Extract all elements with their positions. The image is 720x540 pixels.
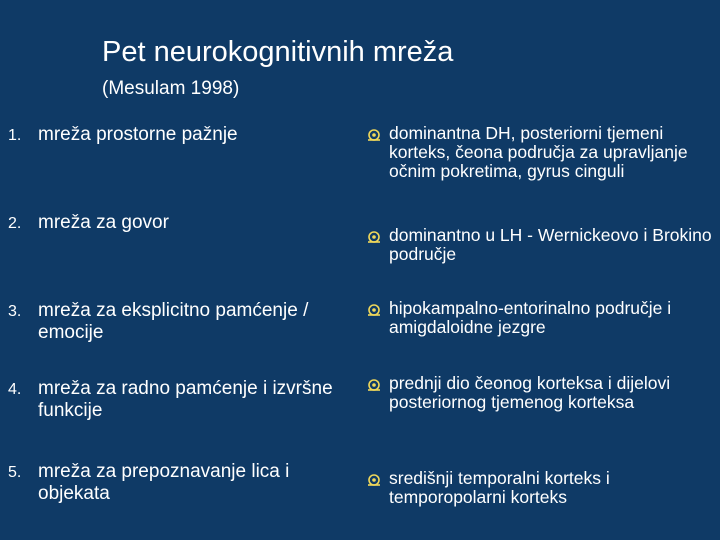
network-number: 3. — [8, 303, 22, 320]
region-text: dominantno u LH - Wernickeovo i Brokino područje — [389, 225, 712, 264]
sun-bullet-icon — [366, 301, 382, 317]
network-label: mreža za prepoznavanje lica i objekata — [38, 461, 290, 504]
region-text: prednji dio čeonog korteksa i dijelovi posteriornog tjemenog korteksa — [389, 373, 671, 412]
sun-bullet-icon — [366, 228, 382, 244]
region-text: središnji temporalni korteks i temporopolarni korteks — [389, 468, 610, 507]
sun-bullet-icon — [366, 126, 382, 142]
network-label: mreža prostorne pažnje — [38, 124, 238, 145]
sun-bullet-icon — [366, 471, 382, 487]
network-label: mreža za radno pamćenje i izvršne funkcije — [38, 378, 333, 421]
slide-subtitle: (Mesulam 1998) — [102, 78, 240, 99]
region-text: hipokampalno-entorinalno područje i amigdaloidne jezgre — [389, 298, 672, 337]
network-number: 4. — [8, 381, 22, 398]
network-number: 1. — [8, 127, 22, 144]
network-number: 5. — [8, 464, 22, 481]
network-label: mreža za govor — [38, 212, 169, 233]
region-text: dominantna DH, posteriorni tjemeni korteks, čeona područja za upravljanje očnim pokretima, gyrus cinguli — [389, 123, 688, 181]
slide-title: Pet neurokognitivnih mreža — [102, 36, 454, 68]
network-number: 2. — [8, 215, 22, 232]
sun-bullet-icon — [366, 376, 382, 392]
network-label: mreža za eksplicitno pamćenje / emocije — [38, 300, 309, 343]
